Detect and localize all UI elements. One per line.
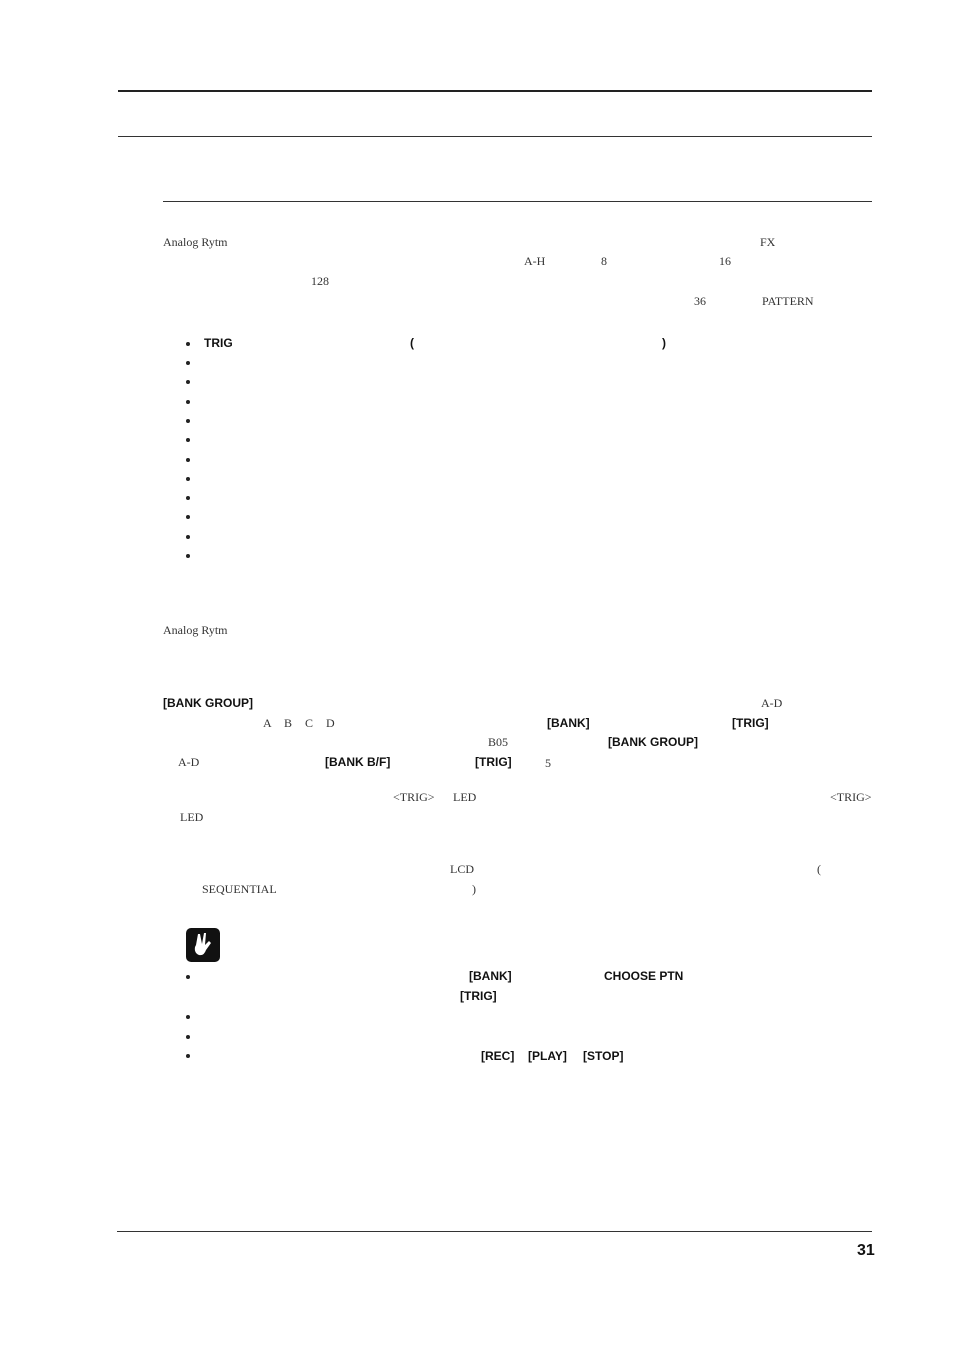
bank-d: D xyxy=(326,716,335,730)
trig-key-ref-2: <TRIG> xyxy=(830,790,872,804)
list-bullet xyxy=(186,438,190,442)
trig-key: [TRIG] xyxy=(732,716,769,730)
brand-name-2: Analog Rytm xyxy=(163,623,228,637)
header-rule-top xyxy=(118,90,872,92)
list-bullet xyxy=(186,458,190,462)
list-bullet xyxy=(186,361,190,365)
trig-key-ref: <TRIG> xyxy=(393,790,435,804)
trig-label: TRIG xyxy=(204,336,233,350)
bank-group-key: [BANK GROUP] xyxy=(163,696,253,710)
fx-label: FX xyxy=(760,235,776,249)
pattern-b05: B05 xyxy=(488,735,509,749)
bank-range: A-H xyxy=(524,254,546,268)
number-5: 5 xyxy=(545,756,551,770)
note-trig-key: [TRIG] xyxy=(460,989,497,1003)
led-label-2: LED xyxy=(180,810,204,824)
list-bullet xyxy=(186,515,190,519)
note-bullet xyxy=(186,1015,190,1019)
page-number: 31 xyxy=(857,1242,875,1259)
list-bullet xyxy=(186,554,190,558)
note-bullet xyxy=(186,1035,190,1039)
list-bullet xyxy=(186,535,190,539)
stop-key: [STOP] xyxy=(583,1049,624,1063)
list-bullet xyxy=(186,477,190,481)
hand-icon xyxy=(186,928,220,962)
header-rule-bottom xyxy=(118,136,872,137)
bank-b: B xyxy=(284,716,293,730)
number-16: 16 xyxy=(719,254,731,268)
choose-ptn-label: CHOOSE PTN xyxy=(604,969,684,983)
note-bullet xyxy=(186,1054,190,1058)
note-bank-key: [BANK] xyxy=(469,969,512,983)
list-bullet xyxy=(186,419,190,423)
list-bullet xyxy=(186,342,190,346)
lcd-label: LCD xyxy=(450,862,474,876)
number-36: 36 xyxy=(694,294,706,308)
pattern-label: PATTERN xyxy=(762,294,814,308)
list-bullet xyxy=(186,380,190,384)
trig-key-2: [TRIG] xyxy=(475,755,512,769)
paren-open: ( xyxy=(410,336,414,350)
footer-rule xyxy=(117,1231,872,1232)
number-8: 8 xyxy=(601,254,607,268)
bank-a: A xyxy=(263,716,272,730)
note-bullet xyxy=(186,975,190,979)
section-rule xyxy=(163,201,872,202)
bank-bf-key: [BANK B/F] xyxy=(325,755,391,769)
bank-c: C xyxy=(305,716,314,730)
led-label: LED xyxy=(453,790,477,804)
list-bullet xyxy=(186,400,190,404)
paren-open-2: ( xyxy=(817,862,821,876)
bank-range-ad: A-D xyxy=(761,696,783,710)
paren-close-2: ) xyxy=(472,882,476,896)
bank-group-key-2: [BANK GROUP] xyxy=(608,735,698,749)
bank-range-ad-2: A-D xyxy=(178,755,200,769)
sequential-label: SEQUENTIAL xyxy=(202,882,277,896)
rec-key: [REC] xyxy=(481,1049,515,1063)
paren-close: ) xyxy=(662,336,666,350)
play-key: [PLAY] xyxy=(528,1049,567,1063)
number-128: 128 xyxy=(311,274,329,288)
bank-key: [BANK] xyxy=(547,716,590,730)
list-bullet xyxy=(186,496,190,500)
brand-name: Analog Rytm xyxy=(163,235,228,249)
